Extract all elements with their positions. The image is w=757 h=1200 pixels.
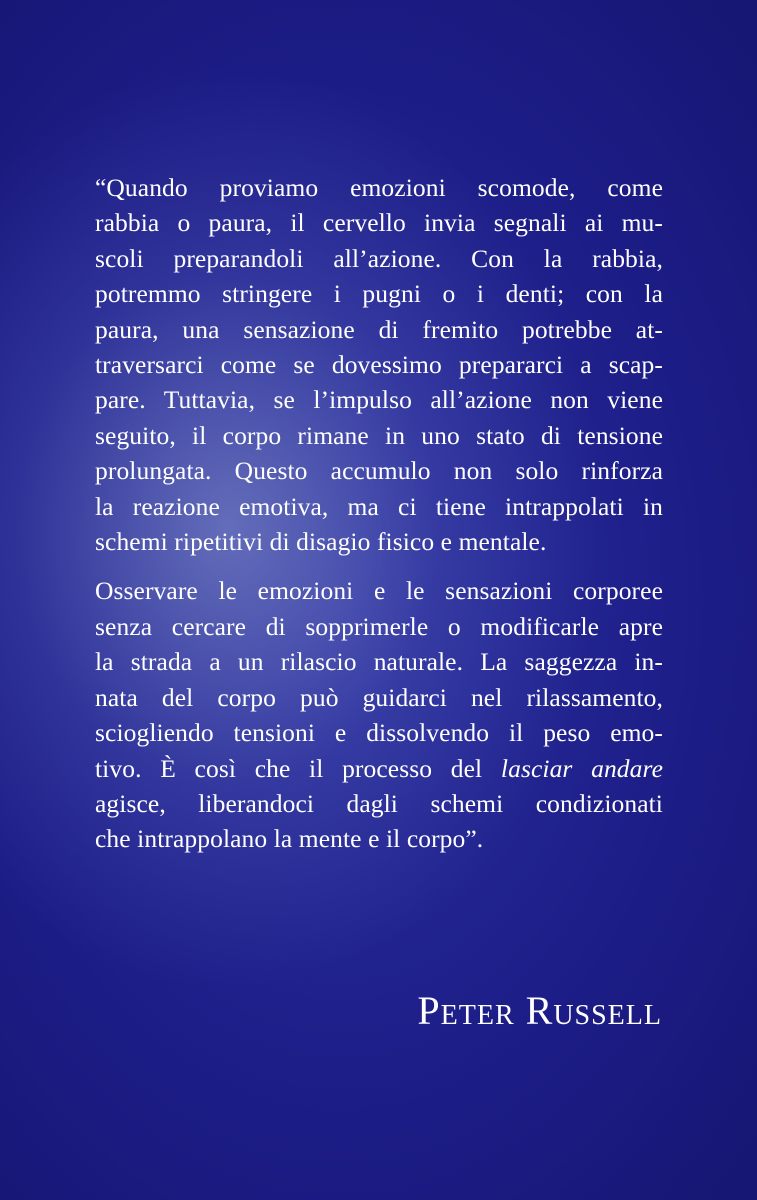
- quote-line: [95, 453, 663, 488]
- quote-line: [95, 609, 663, 644]
- quote-line: [95, 573, 663, 608]
- quote-line: [95, 170, 663, 205]
- quote-text: Osservare le emozioni e le sensazioni corporee: [95, 576, 663, 606]
- quote-line: [95, 524, 663, 559]
- quote-line: [95, 418, 663, 453]
- quote-text: seguito, il corpo rimane in uno stato di tensione: [95, 420, 663, 450]
- quote-paragraph-1: [95, 170, 663, 559]
- quote-text: senza cercare di sopprimerle o modificarle apre: [95, 611, 663, 641]
- quote-text: la strada a un rilascio naturale. La saggezza in-: [95, 647, 663, 677]
- quote-text: prolungata. Questo accumulo non solo rinforza: [95, 456, 663, 486]
- quote-line: [95, 382, 663, 417]
- quote-line: [95, 680, 663, 715]
- quote-text: tivo. È così che il processo del: [95, 753, 501, 783]
- quote-block: [95, 170, 663, 857]
- quote-line: [95, 751, 663, 786]
- quote-line: [95, 312, 663, 347]
- quote-text: agisce, liberandoci dagli schemi condizionati: [95, 788, 663, 818]
- quote-line: [95, 644, 663, 679]
- quote-text: scoli preparandoli all’azione. Con la rabbia,: [95, 243, 663, 273]
- quote-text: “Quando proviamo emozioni scomode, come: [95, 173, 663, 202]
- quote-text: rabbia o paura, il cervello invia segnali ai mu-: [95, 208, 663, 238]
- quote-line: [95, 241, 663, 276]
- author-name: Peter Russell: [417, 988, 662, 1033]
- quote-line: [95, 205, 663, 240]
- quote-line: [95, 489, 663, 524]
- quote-text: che intrappolano la mente e il corpo”.: [95, 824, 484, 854]
- quote-line: [95, 347, 663, 382]
- quote-text: schemi ripetitivi di disagio fisico e mentale.: [95, 527, 547, 557]
- quote-text: nata del corpo può guidarci nel rilassamento,: [95, 682, 663, 712]
- quote-line: [95, 276, 663, 311]
- quote-text: traversarci come se dovessimo prepararci a scap-: [95, 350, 663, 380]
- quote-text-italic: lasciar andare: [500, 753, 664, 783]
- quote-text: paura, una sensazione di fremito potrebbe at-: [95, 314, 663, 344]
- quote-line: [95, 715, 663, 750]
- quote-line: [95, 821, 663, 856]
- quote-text: pare. Tuttavia, se l’impulso all’azione non viene: [95, 385, 663, 415]
- quote-line: [95, 786, 663, 821]
- quote-text: potremmo stringere i pugni o i denti; con la: [95, 279, 663, 309]
- quote-paragraph-2: [95, 573, 663, 856]
- quote-text: sciogliendo tensioni e dissolvendo il peso emo-: [95, 718, 663, 748]
- quote-text: la reazione emotiva, ma ci tiene intrappolati in: [95, 491, 663, 521]
